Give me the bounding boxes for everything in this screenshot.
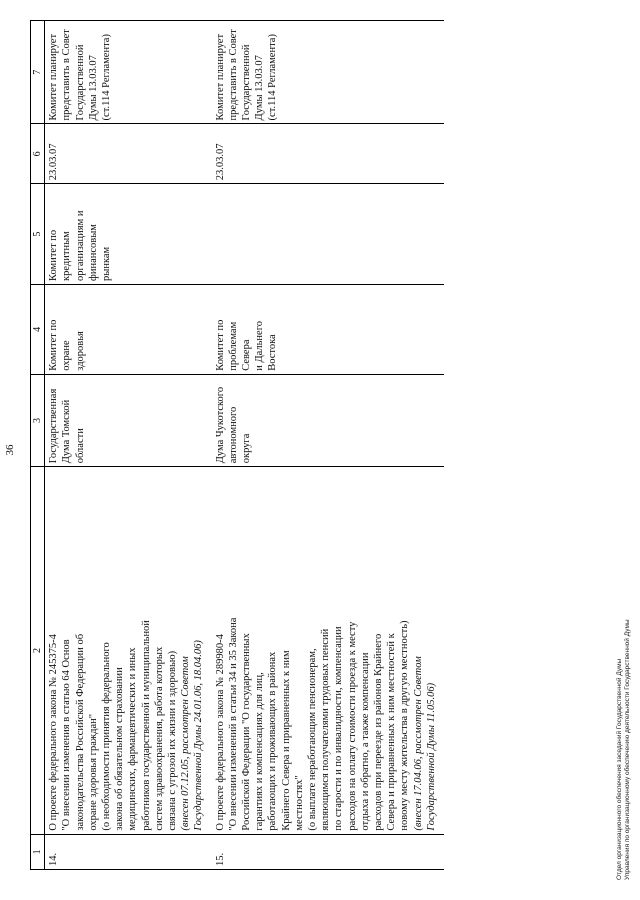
- row-number-text: 14.: [48, 852, 60, 866]
- bill-detail-line: расходов при переезде из районов Крайнего: [373, 633, 385, 831]
- deadline-text: 23.03.07: [48, 143, 60, 181]
- bill-title-line: О проекте федерального закона № 245375-4: [48, 634, 60, 831]
- status-note-line: Думы 13.03.07: [87, 55, 99, 121]
- bill-description: [45, 467, 212, 834]
- table-row: [45, 21, 212, 870]
- bill-title-line: работающих и проживающих в районах: [267, 651, 279, 831]
- status-note-line: Думы 13.03.07: [254, 55, 266, 121]
- co-executor-committee-line: организациям и: [74, 210, 86, 281]
- co-executor-committee-line: кредитным: [61, 231, 73, 281]
- bill-history-line: (внесен 17.04.06, рассмотрен Советом: [412, 656, 424, 831]
- column-header: 5: [31, 184, 45, 285]
- bill-detail-line: (о выплате неработающим пенсионерам,: [307, 648, 319, 831]
- status-note-line: Государственной: [74, 44, 86, 121]
- bills-table: [30, 20, 444, 870]
- deadline-date: [45, 124, 212, 184]
- deadline-date: [212, 124, 444, 184]
- footer-line: Управления по организационному обеспечению деятельности Государственной Думы: [624, 619, 631, 880]
- bill-title-line: гарантиях и компенсациях для лиц,: [254, 672, 266, 831]
- co-executor-committee-line: финансовым: [87, 224, 99, 281]
- status-note: [212, 21, 444, 124]
- initiator-line: автономного округа: [227, 406, 253, 464]
- bill-history-line: (внесен 07.12.05, рассмотрен Советом: [180, 656, 192, 831]
- row-number: [212, 834, 444, 869]
- bill-title-line: местностях": [293, 775, 305, 831]
- responsible-committee-line: и Дальнего: [254, 321, 266, 371]
- status-note-line: Государственной: [241, 44, 253, 121]
- bill-history-line: Государственной Думы 24.01.06, 18.04.06): [193, 640, 205, 831]
- responsible-committee-line: Комитет по охране: [48, 319, 73, 371]
- bill-title-line: О проекте федерального закона № 289980-4: [214, 634, 226, 831]
- table-row: [212, 21, 444, 870]
- bill-title-line: Российской Федерации "О государственных: [241, 633, 253, 831]
- responsible-committee-line: здоровья: [74, 331, 86, 371]
- column-header: 1: [31, 834, 45, 869]
- co-executor-committee-line: рынкам: [101, 246, 113, 281]
- footer: [616, 619, 632, 880]
- column-header: 6: [31, 124, 45, 184]
- page-number: 36: [4, 444, 16, 456]
- responsible-committee: [212, 284, 444, 374]
- bill-title-line: "О внесении изменений в статьи 34 и 35 Закона: [227, 617, 239, 831]
- bill-title-line: "О внесении изменения в статью 64 Основ: [61, 639, 73, 831]
- status-note-line: представить в Совет: [227, 29, 239, 121]
- co-executor-committee: [212, 184, 444, 285]
- initiator-line: Дума Чукотского: [214, 386, 226, 464]
- responsible-committee: [45, 284, 212, 374]
- bill-detail-line: закона об обязательном страховании: [114, 667, 126, 831]
- responsible-committee-line: Востока: [267, 334, 279, 371]
- column-header: 3: [31, 374, 45, 467]
- footer-line: Отдел организационного обеспечения заседаний Государственной Думы: [616, 658, 623, 880]
- bill-detail-line: расходов на оплату стоимости проезда к месту: [346, 621, 358, 831]
- bill-detail-line: по старости и по инвалидности, компенсации: [333, 626, 345, 831]
- initiator: [212, 374, 444, 467]
- bill-detail-line: медицинских, фармацевтических и иных: [127, 647, 139, 831]
- status-note-line: представить в Совет: [61, 29, 73, 121]
- responsible-committee-line: проблемам Севера: [227, 321, 253, 371]
- initiator: [45, 374, 212, 467]
- status-note-line: (ст.114 Регламента): [101, 34, 113, 121]
- bill-detail-line: Севера и приравненных к ним местностей к: [386, 633, 398, 831]
- column-header: 2: [31, 467, 45, 834]
- column-header: 4: [31, 284, 45, 374]
- initiator-line: Дума Томской: [61, 399, 73, 464]
- status-note-line: (ст.114 Регламента): [267, 34, 279, 121]
- bill-detail-line: систем здравоохранения, работа которых: [153, 646, 165, 831]
- status-note-line: Комитет планирует: [214, 33, 226, 121]
- status-note: [45, 21, 212, 124]
- bill-detail-line: являющимся получателями трудовых пенсий: [320, 628, 332, 831]
- bill-detail-line: (о необходимости принятия федерального: [101, 642, 113, 831]
- table-header-row: [31, 21, 45, 870]
- responsible-committee-line: Комитет по: [214, 319, 226, 371]
- initiator-line: области: [74, 428, 86, 464]
- row-number: [45, 834, 212, 869]
- co-executor-committee-line: Комитет по: [48, 229, 60, 281]
- bill-detail-line: новому месту жительства в другую местность): [399, 620, 411, 831]
- bill-title-line: охране здоровья граждан": [87, 713, 99, 831]
- bill-detail-line: связана с угрозой их жизни и здоровью): [167, 650, 179, 831]
- deadline-text: 23.03.07: [214, 143, 226, 181]
- status-note-line: Комитет планирует: [48, 33, 60, 121]
- bill-description: [212, 467, 444, 834]
- initiator-line: Государственная: [48, 388, 60, 464]
- co-executor-committee: [45, 184, 212, 285]
- column-header: 7: [31, 21, 45, 124]
- bill-title-line: Крайнего Севера и приравненных к ним: [280, 650, 292, 831]
- bill-title-line: законодательства Российской Федерации об: [74, 633, 86, 831]
- bill-detail-line: отдыха и обратно, а также компенсации: [359, 652, 371, 831]
- bill-detail-line: работников государственной и муниципальной: [140, 620, 152, 831]
- row-number-text: 15.: [214, 852, 226, 866]
- bill-history-line: Государственной Думы 11.05.06): [425, 682, 437, 831]
